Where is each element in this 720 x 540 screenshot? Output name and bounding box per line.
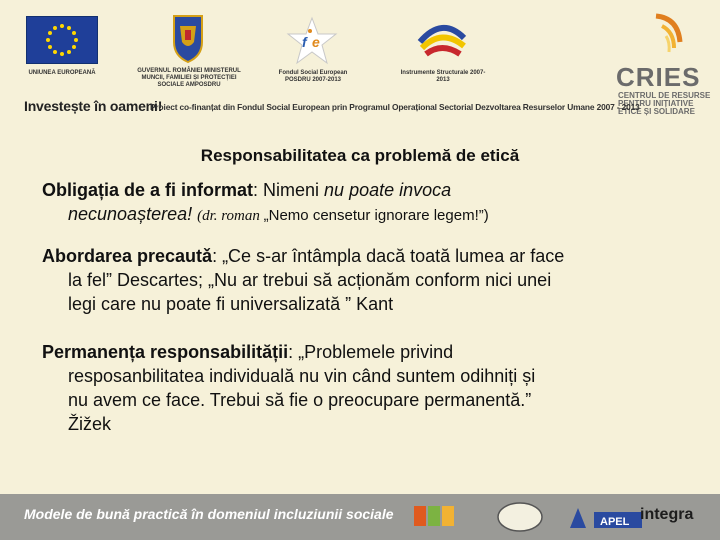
apel-label: APEL	[600, 516, 630, 528]
eu-flag-icon	[26, 16, 98, 64]
svg-text:f: f	[302, 34, 307, 50]
footer-text: Modele de bună practică în domeniul incluziunii sociale	[24, 506, 394, 522]
p1-italic: nu poate invoca	[324, 180, 452, 200]
term-permanence: Permanența responsabilității	[42, 342, 289, 362]
p2-line3: legi care nu poate fi universalizată ” Kant	[68, 294, 394, 314]
eu-caption: UNIUNEA EUROPEANĂ	[28, 70, 96, 76]
p3-line1: : „Problemele privind	[288, 342, 454, 362]
fse-caption: Fondul Social European POSDRU 2007-2013	[278, 70, 348, 83]
gov-caption: GUVERNUL ROMÂNIEI MINISTERUL MUNCII, FAMILIEI ȘI PROTECȚIEI SOCIALE AMPOSDRU	[137, 68, 241, 88]
project-line: Proiect co-finanțat din Fondul Social European prin Programul Operațional Sectorial Dezvoltarea Resurselor Umane 2007 - 2013	[150, 102, 640, 112]
integra-logo: integra	[640, 506, 694, 523]
structural-instruments-icon	[414, 16, 470, 62]
fse-star-icon	[286, 16, 338, 66]
slide-title: Responsabilitatea ca problemă de etică	[200, 146, 520, 165]
p3-line4: Žižek	[68, 414, 112, 434]
term-information: Obligația de a fi informat	[42, 180, 254, 200]
p1-line2-italic: necunoașterea!	[68, 204, 198, 224]
paragraph-precaution	[42, 244, 682, 316]
term-precaution: Abordarea precautǎ	[42, 246, 213, 266]
cries-subtitle: CENTRUL DE RESURSE PENTRU INIȚIATIVE ETICE ȘI SOLIDARE	[618, 91, 711, 116]
cries-title: CRIES	[616, 62, 701, 92]
paragraph-permanence	[42, 340, 682, 436]
paragraph-information	[42, 178, 682, 228]
svg-text:e: e	[312, 34, 320, 50]
p2-line1: : „Ce s-ar întâmpla dacă toată lumea ar face	[212, 246, 565, 266]
coat-of-arms-icon	[168, 12, 208, 64]
p1-latin-intro: (dr. roman	[197, 208, 264, 224]
p2-line2: la fel” Descartes; „Nu ar trebui să acționăm conform nici unei	[68, 270, 552, 290]
p1-text: : Nimeni	[253, 180, 325, 200]
header-banner	[0, 0, 720, 120]
p1-latin-quote: „Nemo censetur ignorare legem!”)	[263, 207, 489, 224]
struct-caption: Instrumente Structurale 2007-2013	[400, 70, 486, 83]
p3-line3: nu avem ce face. Trebui să fie o preocupare permanentă.”	[68, 390, 532, 410]
cries-logo-icon	[616, 8, 686, 64]
p3-line2: resposanbilitatea individuală nu vin când suntem odihniți și	[68, 366, 536, 386]
footer-bar	[0, 494, 720, 540]
partner-seal-icon	[494, 500, 546, 534]
slogan: Investește în oameni!	[24, 98, 163, 114]
partner-logo-icon	[412, 500, 464, 532]
apel-logo-icon	[566, 502, 646, 534]
